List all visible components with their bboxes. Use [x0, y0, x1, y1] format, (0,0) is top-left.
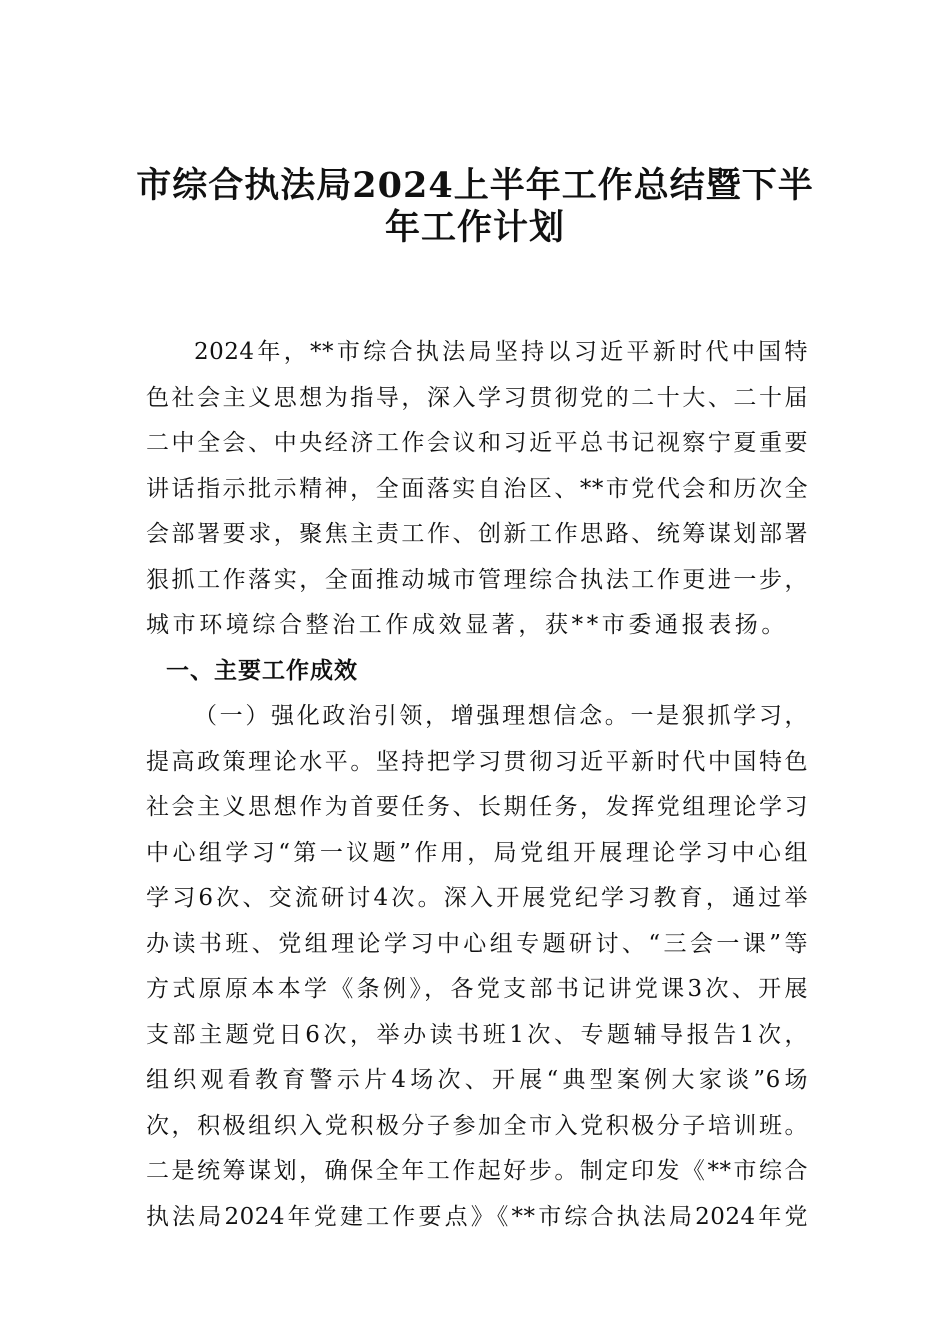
paragraph-line: 社会主义思想作为首要任务、长期任务，发挥党组理论学习 — [146, 794, 808, 820]
paragraph-line: 办读书班、党组理论学习中心组专题研讨、“三会一课”等 — [146, 930, 808, 957]
paragraph-line: （一）强化政治引领，增强理想信念。一是狠抓学习， — [194, 703, 808, 729]
paragraph-line: 2024年，**市综合执法局坚持以习近平新时代中国特 — [194, 339, 808, 365]
paragraph-line: 二中全会、中央经济工作会议和习近平总书记视察宁夏重要 — [146, 430, 808, 456]
paragraph-line: 支部主题党日6次，举办读书班1次、专题辅导报告1次， — [146, 1021, 808, 1048]
paragraph-line: 色社会主义思想为指导，深入学习贯彻党的二十大、二十届 — [146, 384, 808, 411]
section-heading: 一、主要工作成效 — [166, 657, 358, 684]
document-title-line-2: 年工作计划 — [384, 207, 565, 248]
document-body — [146, 330, 808, 1240]
paragraph-line: 提高政策理论水平。坚持把学习贯彻习近平新时代中国特色 — [146, 748, 808, 775]
paragraph-line: 狠抓工作落实，全面推动城市管理综合执法工作更进一步， — [146, 566, 808, 593]
paragraph-line: 学习6次、交流研讨4次。深入开展党纪学习教育，通过举 — [146, 885, 808, 911]
paragraph-line: 组织观看教育警示片4场次、开展“典型案例大家谈”6场 — [146, 1067, 808, 1093]
paragraph-line: 方式原原本本学《条例》，各党支部书记讲党课3次、开展 — [146, 976, 808, 1002]
paragraph-line: 二是统筹谋划，确保全年工作起好步。制定印发《**市综合 — [146, 1158, 808, 1184]
paragraph-line: 讲话指示批示精神，全面落实自治区、**市党代会和历次全 — [146, 475, 808, 502]
paragraph-line: 会部署要求，聚焦主责工作、创新工作思路、统筹谋划部署 — [146, 521, 808, 547]
paragraph-line: 城市环境综合整治工作成效显著，获**市委通报表扬。 — [146, 612, 788, 638]
document-title-line-1: 市综合执法局2024上半年工作总结暨下半 — [136, 165, 814, 206]
paragraph-line: 中心组学习“第一议题”作用，局党组开展理论学习中心组 — [146, 839, 808, 866]
paragraph-line: 执法局2024年党建工作要点》《**市综合执法局2024年党 — [146, 1203, 808, 1230]
paragraph-line: 次，积极组织入党积极分子参加全市入党积极分子培训班。 — [146, 1112, 808, 1139]
